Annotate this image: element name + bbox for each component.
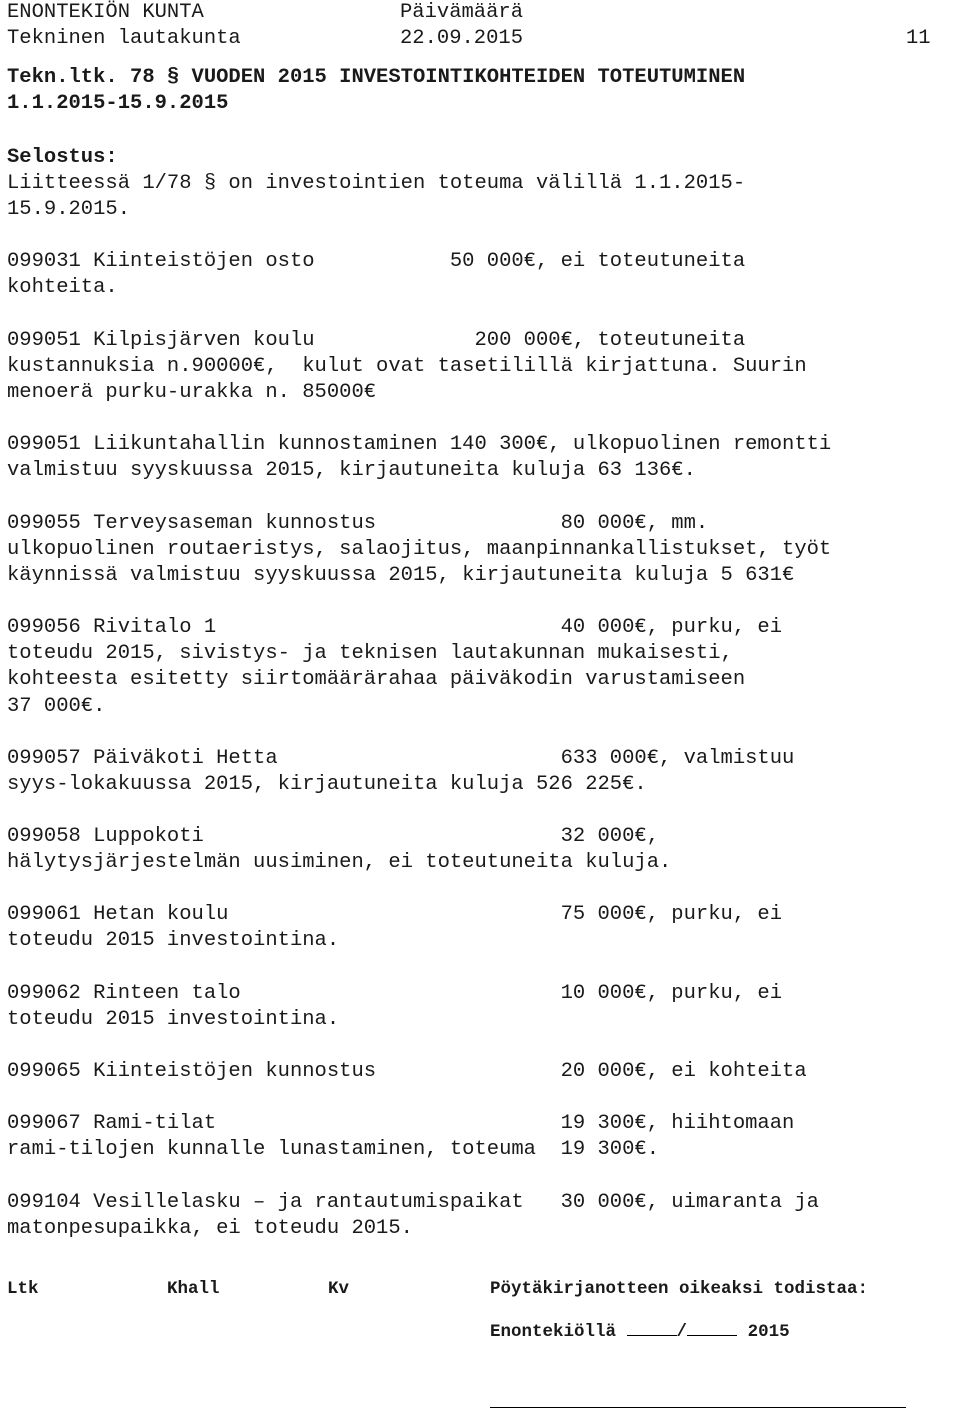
item-099065-line-1: 099065 Kiinteistöjen kunnostus 20 000€, ei kohteita: [7, 1060, 807, 1083]
month-blank: [687, 1334, 737, 1336]
item-099056-line-2: toteudu 2015, sivistys- ja teknisen lautakunnan mukaisesti,: [7, 642, 733, 665]
footer-place: Enontekiöllä: [490, 1322, 617, 1342]
item-099058-line-2: hälytysjärjestelmän uusiminen, ei toteutuneita kuluja.: [7, 851, 672, 874]
item-099061-line-2: toteudu 2015 investointina.: [7, 929, 340, 952]
item-099051-kilpisjarvi-line-1: 099051 Kilpisjärven koulu 200 000€, toteutuneita: [7, 329, 746, 352]
item-099057-line-2: syys-lokakuussa 2015, kirjautuneita kuluja 526 225€.: [7, 773, 647, 796]
meeting-date: 22.09.2015: [400, 27, 524, 50]
item-099058-line-1: 099058 Luppokoti 32 000€,: [7, 825, 660, 848]
item-099104-line-1: 099104 Vesillelasku – ja rantautumispaikat 30 000€, uimaranta ja: [7, 1191, 819, 1214]
item-099104-line-2: matonpesupaikka, ei toteudu 2015.: [7, 1217, 413, 1240]
item-099062-line-2: toteudu 2015 investointina.: [7, 1008, 340, 1031]
item-099067-line-1: 099067 Rami-tilat 19 300€, hiihtomaan: [7, 1112, 795, 1135]
item-099056-line-4: 37 000€.: [7, 695, 106, 718]
item-099067-line-2: rami-tilojen kunnalle lunastaminen, toteuma 19 300€.: [7, 1138, 660, 1161]
item-099051-kilpisjarvi-line-3: menoerä purku-urakka n. 85000€: [7, 381, 377, 404]
signature-line: [490, 1407, 906, 1408]
footer-khall: Khall: [167, 1279, 220, 1299]
footer-certify: Pöytäkirjanotteen oikeaksi todistaa:: [490, 1279, 869, 1299]
footer-slash: /: [676, 1322, 688, 1342]
item-099061-line-1: 099061 Hetan koulu 75 000€, purku, ei: [7, 903, 783, 926]
page-number: 11: [906, 27, 931, 50]
item-099055-line-1: 099055 Terveysaseman kunnostus 80 000€, mm.: [7, 512, 709, 535]
board-name: Tekninen lautakunta: [7, 27, 241, 50]
item-099055-line-2: ulkopuolinen routaeristys, salaojitus, maanpinnankallistukset, työt: [7, 538, 832, 561]
selostus-text-1: Liitteessä 1/78 § on investointien toteuma välillä 1.1.2015-: [7, 172, 746, 195]
section-title: Tekn.ltk. 78 § VUODEN 2015 INVESTOINTIKOHTEIDEN TOTEUTUMINEN: [7, 66, 746, 89]
footer-place-date: [490, 1319, 790, 1345]
section-period: 1.1.2015-15.9.2015: [7, 92, 229, 115]
date-label: Päivämäärä: [400, 1, 524, 24]
item-099051-kilpisjarvi-line-2: kustannuksia n.90000€, kulut ovat tasetilillä kirjattuna. Suurin: [7, 355, 807, 378]
item-099051-liikuntahalli-line-2: valmistuu syyskuussa 2015, kirjautuneita kuluja 63 136€.: [7, 459, 696, 482]
selostus-heading: Selostus:: [7, 146, 118, 169]
item-099056-line-1: 099056 Rivitalo 1 40 000€, purku, ei: [7, 616, 783, 639]
item-099057-line-1: 099057 Päiväkoti Hetta 633 000€, valmistuu: [7, 747, 795, 770]
org-name: ENONTEKIÖN KUNTA: [7, 1, 204, 24]
item-099051-liikuntahalli-line-1: 099051 Liikuntahallin kunnostaminen 140 300€, ulkopuolinen remontti: [7, 433, 832, 456]
footer-year: 2015: [747, 1322, 790, 1342]
item-099031-line-2: kohteita.: [7, 276, 118, 299]
selostus-text-2: 15.9.2015.: [7, 198, 131, 221]
item-099031-line-1: 099031 Kiinteistöjen osto 50 000€, ei toteutuneita: [7, 250, 746, 273]
footer-kv: Kv: [328, 1279, 350, 1299]
day-blank: [627, 1334, 677, 1336]
footer-ltk: Ltk: [7, 1279, 39, 1299]
item-099056-line-3: kohteesta esitetty siirtomäärärahaa päiväkodin varustamiseen: [7, 668, 746, 691]
item-099055-line-3: käynnissä valmistuu syyskuussa 2015, kirjautuneita kuluja 5 631€: [7, 564, 795, 587]
item-099062-line-1: 099062 Rinteen talo 10 000€, purku, ei: [7, 982, 783, 1005]
